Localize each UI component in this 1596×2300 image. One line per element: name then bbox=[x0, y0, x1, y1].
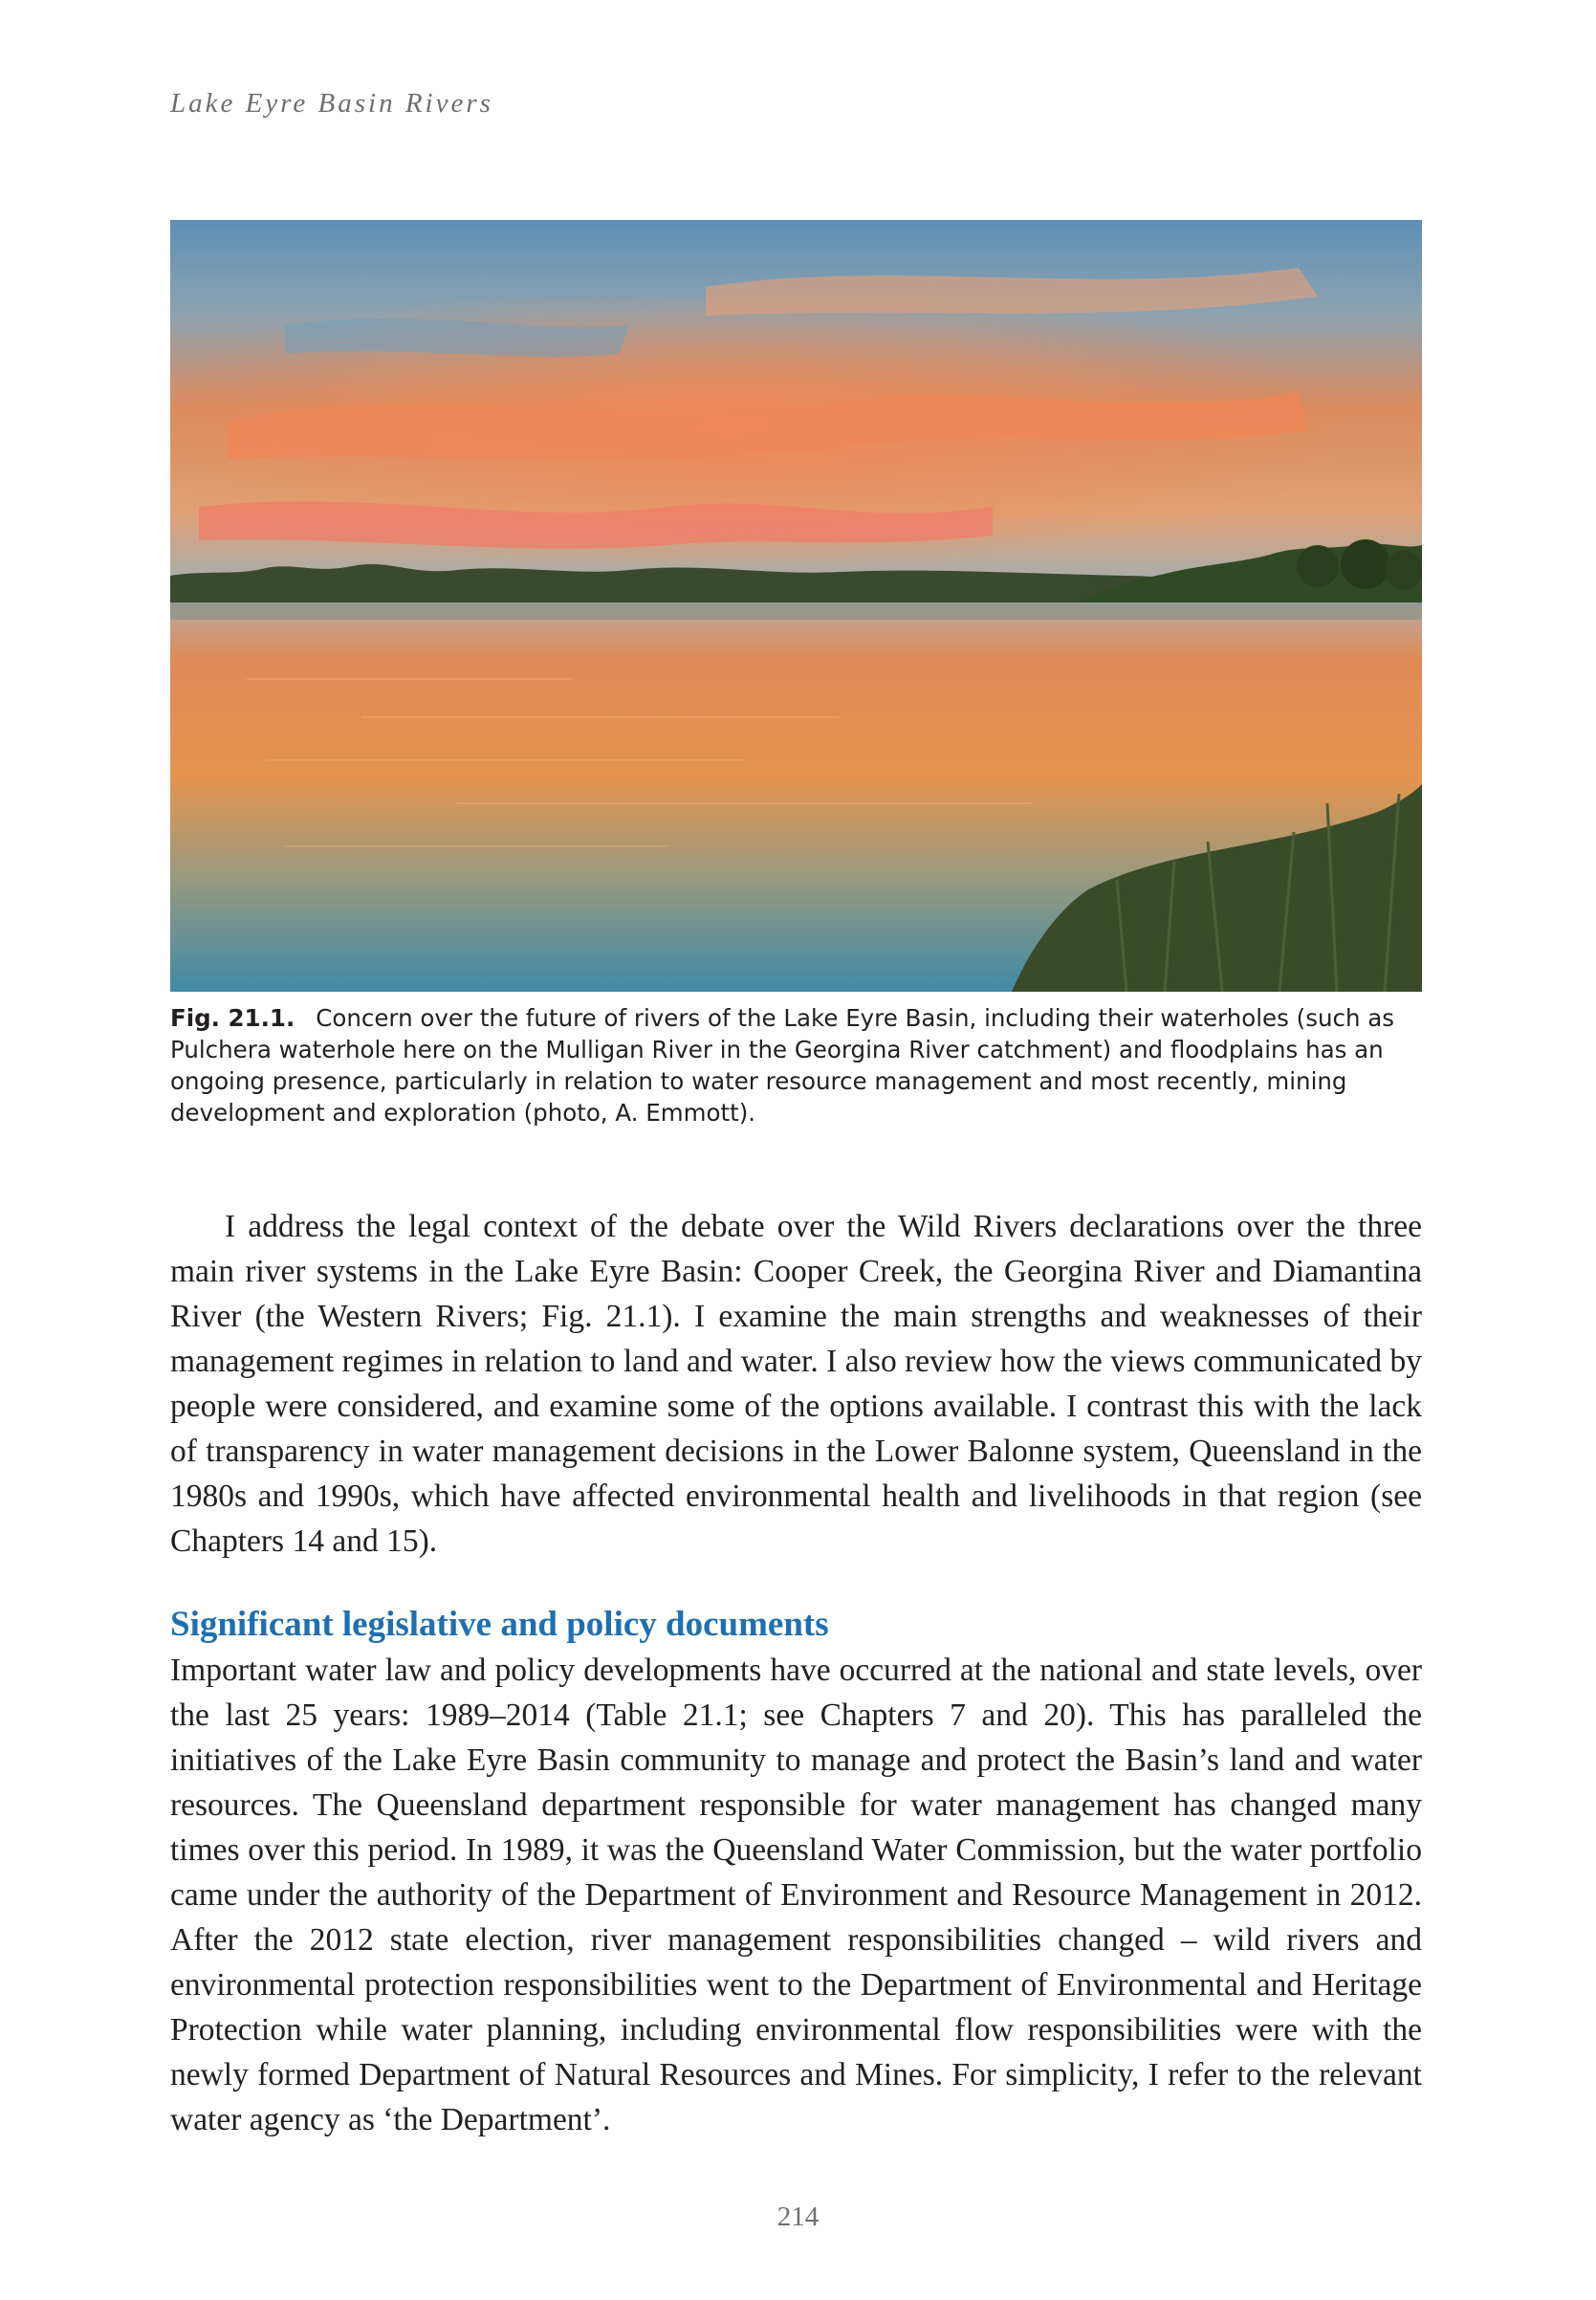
figure-caption-text: Concern over the future of rivers of the Lake Eyre Basin, including their waterholes (such as Pulchera waterhole here on the Mulligan River in the Georgina River catchment) and floodplains has an ongoing presence, particularly in relation to water resource management and most recently, mining development and exploration (photo, A. Emmott). bbox=[170, 1004, 1395, 1127]
running-head: Lake Eyre Basin Rivers bbox=[170, 88, 493, 119]
figure-photo-sunset-waterhole bbox=[170, 220, 1422, 992]
figure-caption bbox=[170, 1002, 1422, 1128]
body-paragraph: I address the legal context of the debate over the Wild Rivers declarations over the three main river systems in the Lake Eyre Basin: Cooper Creek, the Georgina River and Diamantina River (the Western Rivers; Fig. 21.1). I examine the main strengths and weaknesses of their management regimes in relation to land and water. I also review how the views communicated by people were considered, and examine some of the options available. I contrast this with the lack of transparency in water management decisions in the Lower Balonne system, Queensland in the 1980s and 1990s, which have affected environmental health and livelihoods in that region (see Chapters 14 and 15). bbox=[170, 1209, 1422, 1559]
section-paragraph: Important water law and policy developments have occurred at the national and state levels, over the last 25 years: 1989–2014 (Table 21.1; see Chapters 7 and 20). This has paralleled the initiatives of the Lake Eyre Basin community to manage and protect the Basin’s land and water resources. The Queensland department responsible for water management has changed many times over this period. In 1989, it was the Queensland Water Commission, but the water portfolio came under the authority of the Department of Environment and Resource Management in 2012. After the 2012 state election, river management responsibilities changed – wild rivers and environmental protection responsibilities went to the Department of Environmental and Heritage Protection while water planning, including environmental flow responsibilities were with the newly formed Department of Natural Resources and Mines. For simplicity, I refer to the relevant water agency as ‘the Department’. bbox=[170, 1653, 1422, 2137]
page-number: 214 bbox=[776, 2201, 820, 2232]
figure-label: Fig. 21.1. bbox=[170, 1004, 295, 1032]
section-heading: Significant legislative and policy documents bbox=[170, 1605, 829, 1644]
